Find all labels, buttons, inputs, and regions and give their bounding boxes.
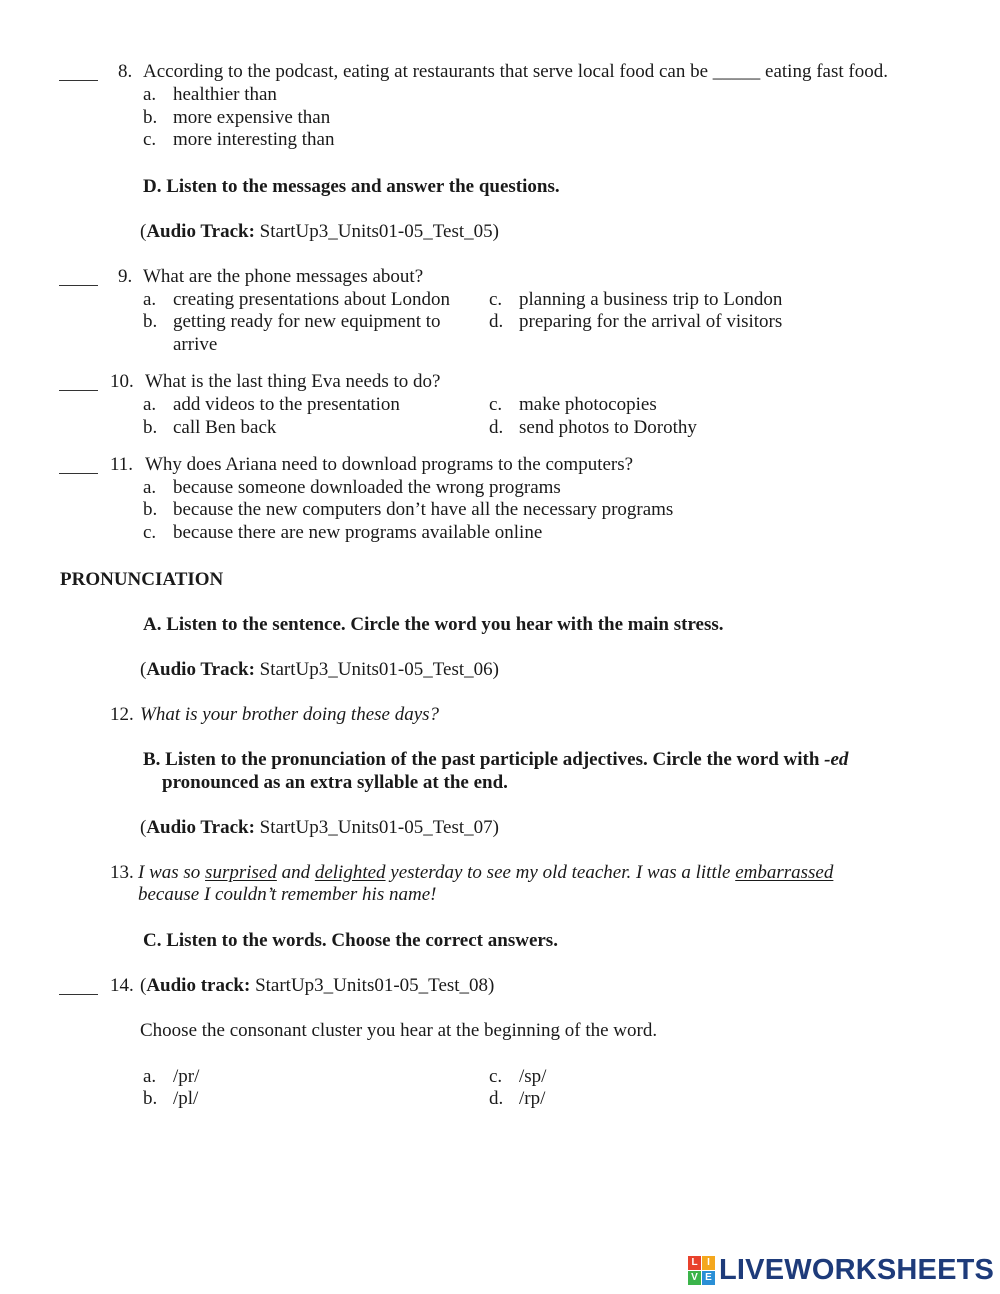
answer-blank-q14[interactable] xyxy=(59,977,98,995)
circle-word-embarrassed[interactable]: embarrassed xyxy=(735,862,834,883)
sentence[interactable]: What is your brother doing these days? xyxy=(140,704,440,725)
option-letter: d. xyxy=(489,417,504,438)
option-text: more interesting than xyxy=(173,129,335,150)
option-letter: c. xyxy=(143,522,157,543)
option-letter: b. xyxy=(143,311,158,332)
option-text: because the new computers don’t have all the necessary programs xyxy=(173,499,674,520)
section-heading-continued: pronounced as an extra syllable at the end. xyxy=(162,772,508,793)
audio-track-line: (Audio Track: StartUp3_Units01-05_Test_07) xyxy=(140,817,499,838)
option-letter: a. xyxy=(143,84,157,105)
answer-blank-q8[interactable] xyxy=(59,63,98,81)
option-letter: b. xyxy=(143,1088,158,1109)
option-text: make photocopies xyxy=(519,394,657,415)
option-letter: b. xyxy=(143,499,158,520)
option-letter: d. xyxy=(489,311,504,332)
option-text: /rp/ xyxy=(519,1088,546,1109)
answer-blank-q11[interactable] xyxy=(59,456,98,474)
question-number: 11. xyxy=(110,454,134,475)
logo-letter-tile: V xyxy=(688,1271,701,1285)
option-text: more expensive than xyxy=(173,107,331,128)
question-stem: According to the podcast, eating at restaurants that serve local food can be _____ eating fast food. xyxy=(143,61,888,82)
option-letter: a. xyxy=(143,289,157,310)
question-number: 12. xyxy=(110,704,134,725)
option-text: /pr/ xyxy=(173,1066,200,1087)
section-title: PRONUNCIATION xyxy=(60,569,224,590)
question-number: 13. xyxy=(110,862,134,883)
option-text: planning a business trip to London xyxy=(519,289,783,310)
option-letter: c. xyxy=(489,1066,503,1087)
question-number: 9. xyxy=(118,266,133,287)
instruction: Choose the consonant cluster you hear at the beginning of the word. xyxy=(140,1020,658,1041)
answer-blank-q9[interactable] xyxy=(59,268,98,286)
circle-word-surprised[interactable]: surprised xyxy=(205,862,277,883)
section-heading: B. Listen to the pronunciation of the past participle adjectives. Circle the word with -ed xyxy=(143,749,849,770)
question-stem: Why does Ariana need to download programs to the computers? xyxy=(145,454,634,475)
option-letter: a. xyxy=(143,394,157,415)
logo-text: LIVEWORKSHEETS xyxy=(719,1253,995,1286)
question-number: 10. xyxy=(110,371,134,392)
option-text: healthier than xyxy=(173,84,277,105)
option-letter: a. xyxy=(143,477,157,498)
logo-mark-icon xyxy=(688,1256,715,1285)
logo-letter-tile: E xyxy=(702,1271,715,1285)
option-letter: a. xyxy=(143,1066,157,1087)
option-text: preparing for the arrival of visitors xyxy=(519,311,783,332)
circle-word-delighted[interactable]: delighted xyxy=(314,862,386,883)
question-number: 8. xyxy=(118,61,133,82)
option-text: creating presentations about London xyxy=(173,289,451,310)
logo-letter-tile: I xyxy=(702,1256,715,1270)
option-letter: c. xyxy=(143,129,157,150)
option-text: getting ready for new equipment to xyxy=(173,311,441,332)
option-text: /pl/ xyxy=(173,1088,199,1109)
question-stem: What is the last thing Eva needs to do? xyxy=(145,371,441,392)
audio-track-line: (Audio Track: StartUp3_Units01-05_Test_06) xyxy=(140,659,499,680)
section-heading: D. Listen to the messages and answer the questions. xyxy=(143,176,560,197)
option-text: because there are new programs available online xyxy=(173,522,543,543)
option-letter: b. xyxy=(143,107,158,128)
liveworksheets-logo xyxy=(688,1254,994,1286)
option-letter: d. xyxy=(489,1088,504,1109)
sentence-continued: because I couldn’t remember his name! xyxy=(138,884,437,905)
option-letter: b. xyxy=(143,417,158,438)
question-number: 14. xyxy=(110,975,134,996)
option-text: because someone downloaded the wrong programs xyxy=(173,477,561,498)
option-letter: c. xyxy=(489,394,503,415)
option-text: /sp/ xyxy=(519,1066,547,1087)
option-text: send photos to Dorothy xyxy=(519,417,697,438)
logo-letter-tile: L xyxy=(688,1256,701,1270)
option-text-continued: arrive xyxy=(173,334,218,355)
section-heading: C. Listen to the words. Choose the correct answers. xyxy=(143,930,558,951)
option-text: add videos to the presentation xyxy=(173,394,400,415)
question-stem: What are the phone messages about? xyxy=(143,266,424,287)
audio-track-line: (Audio track: StartUp3_Units01-05_Test_08) xyxy=(140,975,495,996)
option-letter: c. xyxy=(489,289,503,310)
sentence: I was so surprised and delighted yesterday to see my old teacher. I was a little embarrassed xyxy=(138,862,834,883)
section-heading: A. Listen to the sentence. Circle the word you hear with the main stress. xyxy=(143,614,724,635)
audio-track-line: (Audio Track: StartUp3_Units01-05_Test_05) xyxy=(140,221,499,242)
answer-blank-q10[interactable] xyxy=(59,373,98,391)
option-text: call Ben back xyxy=(173,417,277,438)
